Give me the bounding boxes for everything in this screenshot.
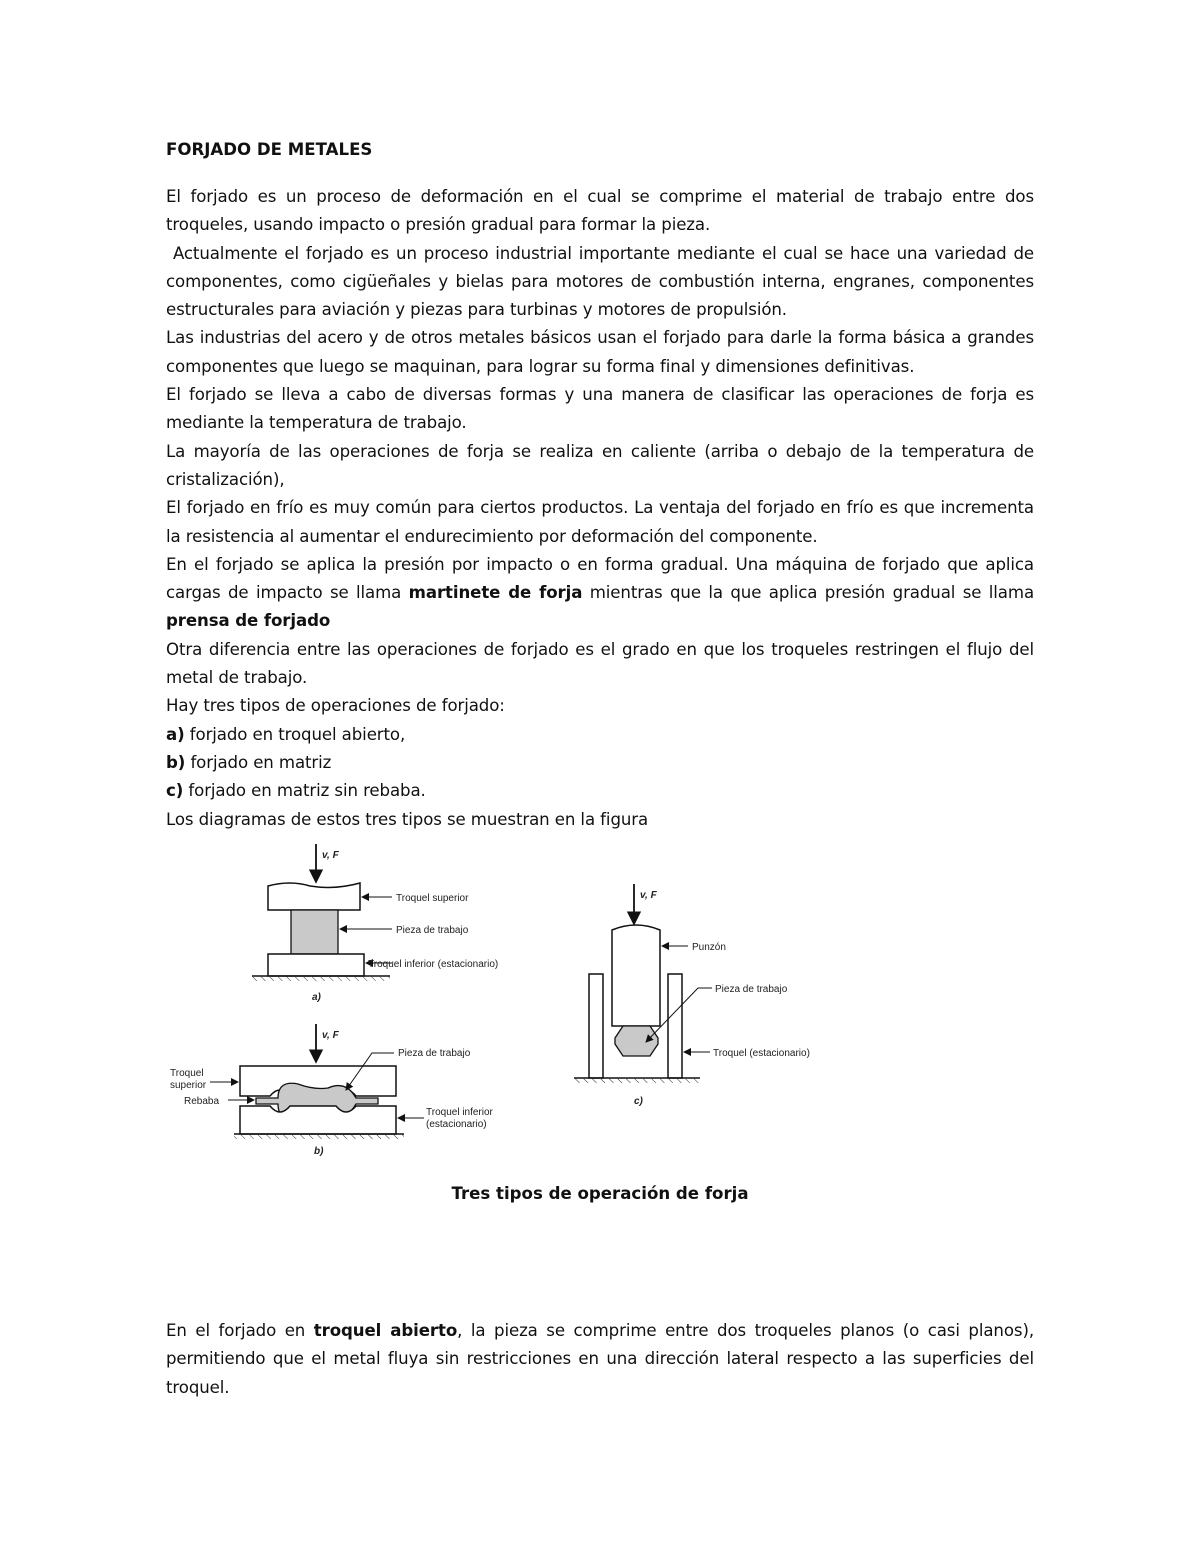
label-punch-c: Punzón bbox=[692, 942, 726, 953]
lower-die-a bbox=[268, 954, 364, 976]
paragraph-flow: Otra diferencia entre las operaciones de forjado es el grado en que los troqueles restringen el flujo del metal de trabajo. bbox=[166, 639, 1034, 688]
paragraph-industrial: Actualmente el forjado es un proceso industrial importante mediante el cual se hace una variedad de componentes, como cigüeñales y bielas para motores de combustión interna, engranes, componentes estructurales para aviación y piezas para turbinas y motores de propulsión. bbox=[166, 243, 1040, 320]
upper-die-a bbox=[268, 883, 360, 910]
caption-b: b) bbox=[314, 1146, 324, 1157]
paragraph-definition: El forjado es un proceso de deformación en el cual se comprime el material de trabajo entre dos troqueles, usando impacto o presión gradual para formar la pieza. bbox=[166, 187, 1034, 235]
die-right-wall-c bbox=[668, 974, 682, 1078]
label-lower-die-b-1: Troquel inferior bbox=[426, 1107, 493, 1118]
workpiece-a bbox=[291, 910, 338, 954]
list-marker: b) bbox=[166, 752, 186, 772]
label-lower-die-a: Troquel inferior (estacionario) bbox=[368, 959, 499, 970]
machines-text-1: En el forjado se aplica la presión por impacto o en forma gradual. Una máquina de forjado que aplica cargas de impacto se llama bbox=[166, 554, 1034, 603]
list-text: forjado en troquel abierto, bbox=[184, 724, 406, 744]
list-marker: a) bbox=[166, 724, 185, 744]
caption-a: a) bbox=[312, 992, 321, 1003]
open-die-text-2: , la pieza se comprime entre dos troqueles planos (o casi planos), permitiendo que el metal fluya sin restricciones en una dirección lateral respecto a las superficies del troquel. bbox=[166, 1321, 1034, 1397]
force-label-c: v, F bbox=[640, 890, 657, 901]
figure-caption: Tres tipos de operación de forja bbox=[451, 1184, 749, 1203]
paragraph-classification: El forjado se lleva a cabo de diversas formas y una manera de clasificar las operaciones de forja es mediante la temperatura de trabajo. bbox=[166, 385, 1034, 433]
paragraph-industries: Las industrias del acero y de otros metales básicos usan el forjado para darle la forma básica a grandes componentes que luego se maquinan, para lograr su forma final y dimensiones definitivas. bbox=[166, 328, 1034, 376]
list-item bbox=[166, 721, 1034, 749]
term-martinete: martinete de forja bbox=[408, 583, 583, 603]
lower-die-b bbox=[240, 1106, 396, 1134]
label-workpiece-c: Pieza de trabajo bbox=[715, 984, 788, 995]
die-left-wall-c bbox=[589, 974, 603, 1078]
list-text: forjado en matriz bbox=[185, 752, 332, 772]
paragraph-figure-intro: Los diagramas de estos tres tipos se muestran en la figura bbox=[166, 809, 649, 829]
term-troquel-abierto: troquel abierto bbox=[313, 1321, 458, 1340]
label-die-c: Troquel (estacionario) bbox=[713, 1048, 810, 1059]
diagram-impression-die bbox=[170, 1024, 494, 1157]
label-workpiece-a: Pieza de trabajo bbox=[396, 925, 469, 936]
label-lower-die-b-2: (estacionario) bbox=[426, 1119, 487, 1130]
force-label-a: v, F bbox=[322, 850, 339, 861]
forging-diagram bbox=[160, 842, 860, 1172]
diagram-flashless bbox=[574, 884, 810, 1107]
workpiece-c bbox=[615, 1026, 658, 1056]
term-prensa: prensa de forjado bbox=[166, 611, 331, 631]
diagram-open-die bbox=[252, 844, 498, 1003]
label-upper-die-b-2: superior bbox=[170, 1080, 207, 1091]
body-text-final bbox=[166, 1317, 1034, 1402]
paragraph-hot-forging: La mayoría de las operaciones de forja se realiza en caliente (arriba o debajo de la temperatura de cristalización), bbox=[166, 441, 1034, 489]
caption-c: c) bbox=[634, 1096, 643, 1107]
force-label-b: v, F bbox=[322, 1030, 339, 1041]
label-upper-die-a: Troquel superior bbox=[396, 893, 469, 904]
list-item bbox=[166, 777, 1034, 805]
open-die-text-1: En el forjado en bbox=[166, 1321, 314, 1340]
document-title: FORJADO DE METALES bbox=[166, 140, 373, 159]
list-text: forjado en matriz sin rebaba. bbox=[183, 781, 426, 801]
body-text bbox=[166, 183, 1040, 834]
machines-text-2: mientras que la que aplica presión gradual se llama bbox=[582, 583, 1035, 603]
paragraph-cold-forging: El forjado en frío es muy común para ciertos productos. La ventaja del forjado en frío es que incrementa la resistencia al aumentar el endurecimiento por deformación del componente. bbox=[166, 498, 1034, 546]
paragraph-machines bbox=[166, 551, 1034, 636]
paragraph-open-die bbox=[166, 1317, 1034, 1402]
punch-c bbox=[612, 925, 660, 1026]
list-item bbox=[166, 749, 1034, 777]
label-workpiece-b: Pieza de trabajo bbox=[398, 1048, 471, 1059]
paragraph-types-intro: Hay tres tipos de operaciones de forjado: bbox=[166, 696, 505, 716]
label-upper-die-b-1: Troquel bbox=[170, 1068, 204, 1079]
label-flash-b: Rebaba bbox=[184, 1096, 220, 1107]
list-marker: c) bbox=[166, 781, 184, 801]
